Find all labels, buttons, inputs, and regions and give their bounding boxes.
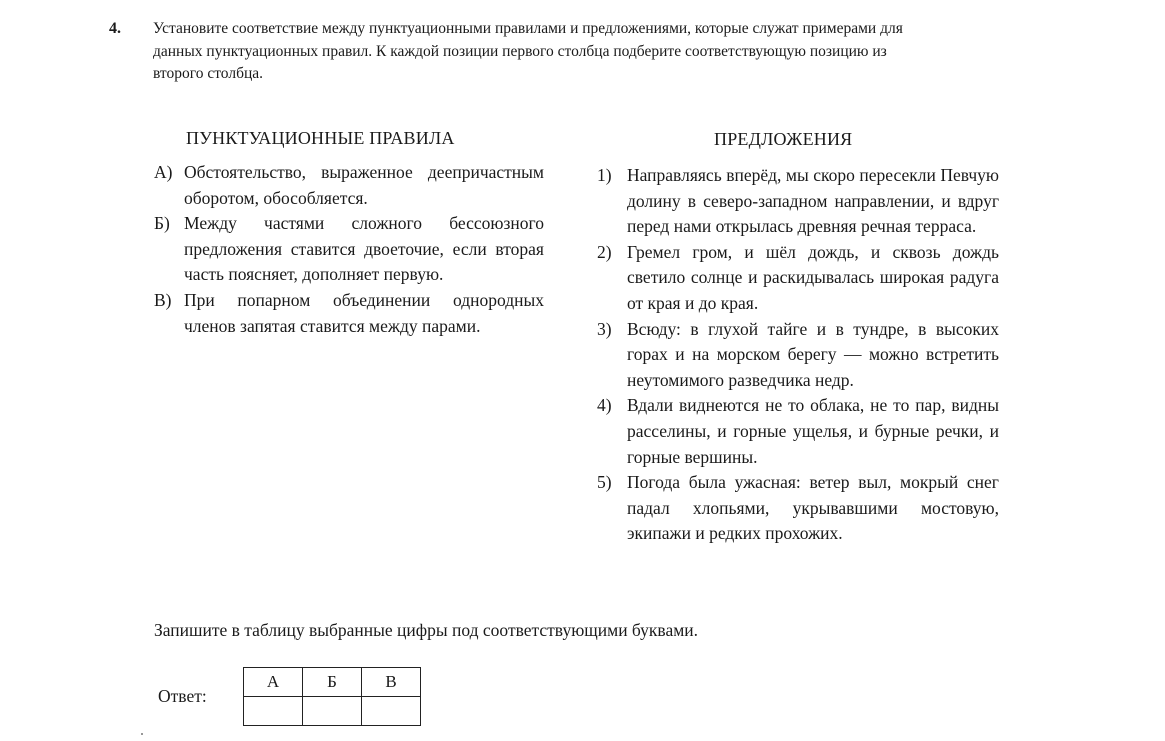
scan-speck [141, 733, 143, 735]
sentence-marker: 3) [597, 318, 612, 339]
sentence-text: Направляясь вперёд, мы скоро пересекли Певчую долину в северо-западном направлении, и вдруг перед нами открылась древняя речная терраса. [627, 165, 999, 237]
rules-column-heading: ПУНКТУАЦИОННЫЕ ПРАВИЛА [186, 128, 455, 148]
answer-table [243, 667, 421, 726]
sentence-marker: 5) [597, 472, 612, 493]
answer-column-b: Б [303, 668, 362, 697]
sentence-text: Погода была ужасная: ветер выл, мокрый снег падал хлопьями, укрывавшими мостовую, экипажи и редких прохожих. [627, 472, 999, 544]
answer-column-a: А [244, 668, 303, 697]
sentence-marker: 4) [597, 395, 612, 416]
answer-cell-v[interactable] [362, 697, 421, 726]
sentence-text: Вдали виднеются не то облака, не то пар, видны расселины, и горные ущелья, и бурные речки, и горные вершины. [627, 395, 999, 467]
rule-marker: А) [154, 162, 173, 182]
sentence-item-4 [597, 393, 999, 470]
answer-header-row [244, 668, 421, 697]
answer-column-v: В [362, 668, 421, 697]
answer-label: Ответ: [158, 686, 207, 706]
sentence-marker: 2) [597, 241, 612, 262]
sentence-item-3 [597, 317, 999, 394]
rule-text: При попарном объединении однородных членов запятая ставится между парами. [184, 289, 544, 336]
sentence-marker: 1) [597, 165, 612, 185]
task-instructions: Установите соответствие между пунктуационными правилами и предложениями, которые служат примерами для данных пунктуационных правил. К каждой позиции первого столбца подберите соответствующую позицию из второго столбца. [153, 20, 903, 82]
rule-text: Обстоятельство, выраженное деепричастным оборотом, обособляется. [184, 162, 544, 208]
rule-marker: В) [154, 289, 172, 310]
sentences-column-heading: ПРЕДЛОЖЕНИЯ [714, 129, 853, 149]
sentence-item-2 [597, 240, 999, 317]
answer-cell-a[interactable] [244, 697, 303, 726]
sentence-item-5 [597, 470, 999, 547]
rule-item-a [154, 160, 544, 211]
answer-input-row [244, 697, 421, 726]
table-instruction: Запишите в таблицу выбранные цифры под соответствующими буквами. [154, 620, 699, 640]
rule-item-b [154, 211, 544, 288]
sentences-list [597, 163, 999, 547]
rule-text: Между частями сложного бессоюзного предложения ставится двоеточие, если вторая часть поясняет, дополняет первую. [184, 213, 544, 285]
rule-item-v [154, 288, 544, 339]
sentence-text: Гремел гром, и шёл дождь, и сквозь дождь светило солнце и раскидывалась широкая радуга от края и до края. [627, 241, 999, 313]
rule-marker: Б) [154, 213, 170, 234]
rules-list [154, 160, 544, 339]
sentence-item-1 [597, 163, 999, 240]
task-number: 4. [109, 20, 121, 37]
sentence-text: Всюду: в глухой тайге и в тундре, в высоких горах и на морском берегу — можно встретить неутомимого разведчика недр. [627, 318, 999, 390]
answer-cell-b[interactable] [303, 697, 362, 726]
